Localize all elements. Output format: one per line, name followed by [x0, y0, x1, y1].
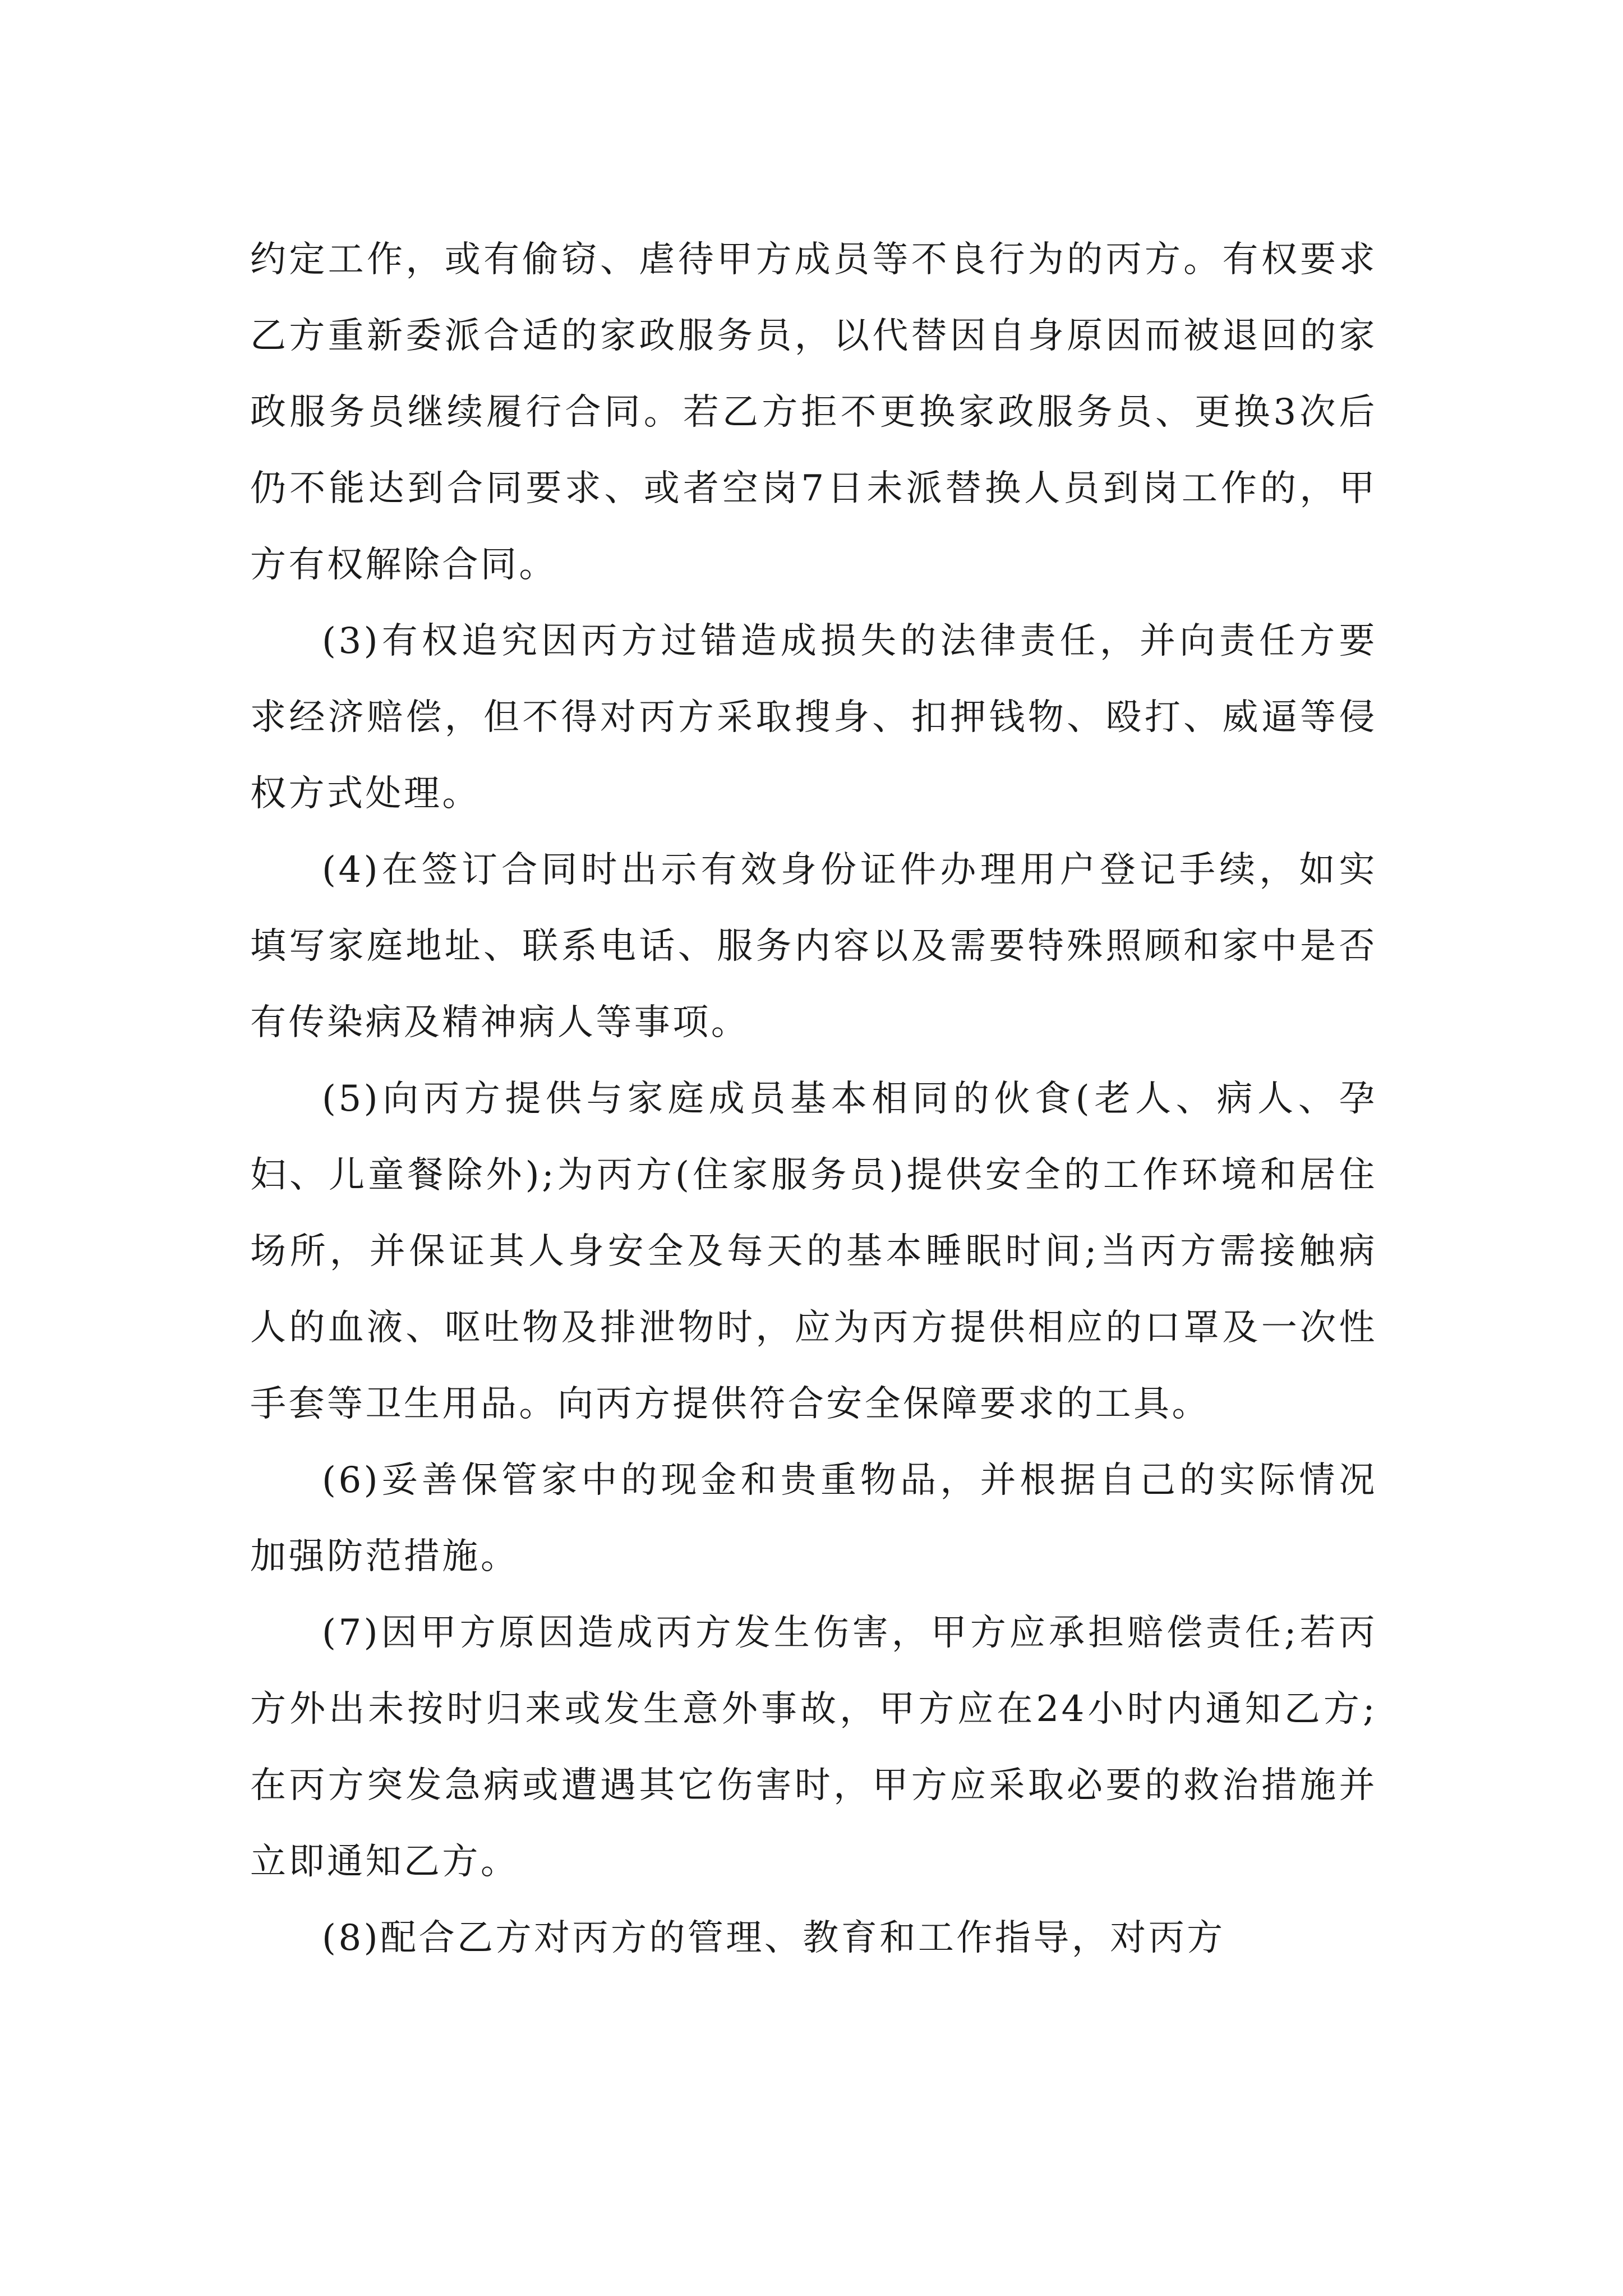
- paragraph-clause-4: (4)在签订合同时出示有效身份证件办理用户登记手续，如实填写家庭地址、联系电话、服务内容以及需要特殊照顾和家中是否有传染病及精神病人等事项。: [250, 849, 1377, 1043]
- paragraph-clause-8: (8)配合乙方对丙方的管理、教育和工作指导，对丙方: [322, 1917, 1225, 1959]
- paragraph-clause-6: (6)妥善保管家中的现金和贵重物品，并根据自己的实际情况加强防范措施。: [250, 1460, 1377, 1577]
- paragraph-clause-7: (7)因甲方原因造成丙方发生伤害，甲方应承担赔偿责任;若丙方外出未按时归来或发生意外事故，甲方应在24小时内通知乙方;在丙方突发急病或遭遇其它伤害时，甲方应采取必要的救治措施并立即通知乙方。: [250, 1612, 1377, 1883]
- document-body: [250, 222, 1377, 1976]
- paragraph-clause-5: (5)向丙方提供与家庭成员基本相同的伙食(老人、病人、孕妇、儿童餐除外);为丙方(住家服务员)提供安全的工作环境和居住场所，并保证其人身安全及每天的基本睡眠时间;当丙方需接触病人的血液、呕吐物及排泄物时，应为丙方提供相应的口罩及一次性手套等卫生用品。向丙方提供符合安全保障要求的工具。: [250, 1078, 1377, 1425]
- paragraph-clause-3: (3)有权追究因丙方过错造成损失的法律责任，并向责任方要求经济赔偿，但不得对丙方采取搜身、扣押钱物、殴打、威逼等侵权方式处理。: [250, 620, 1377, 815]
- paragraph-continuation: 约定工作，或有偷窃、虐待甲方成员等不良行为的丙方。有权要求乙方重新委派合适的家政服务员，以代替因自身原因而被退回的家政服务员继续履行合同。若乙方拒不更换家政服务员、更换3次后仍不能达到合同要求、或者空岗7日未派替换人员到岗工作的，甲方有权解除合同。: [250, 239, 1377, 586]
